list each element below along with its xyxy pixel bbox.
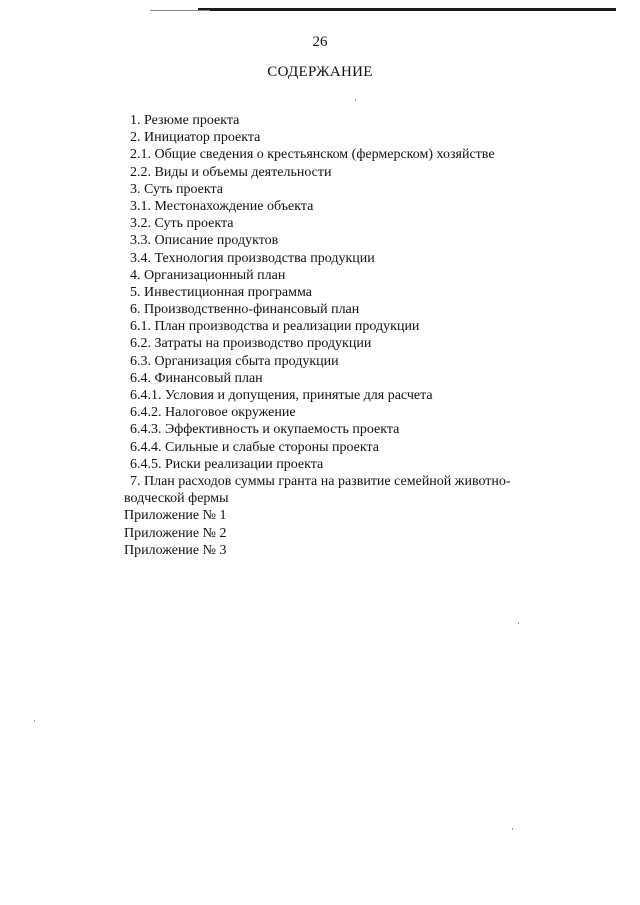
table-of-contents: [124, 112, 564, 559]
toc-item: 6. Производственно-финансовый план: [130, 302, 360, 318]
top-rule-tail: [150, 10, 210, 11]
toc-item-line: 7. План расходов суммы гранта на развитие семейной животно-: [130, 473, 511, 489]
toc-item: 6.4.4. Сильные и слабые стороны проекта: [130, 439, 380, 455]
page-number: 26: [312, 34, 328, 50]
toc-item: 2.1. Общие сведения о крестьянском (фермерском) хозяйстве: [130, 147, 495, 163]
toc-item: 1. Резюме проекта: [130, 113, 240, 128]
toc-item: 2. Инициатор проекта: [130, 130, 261, 146]
toc-item-continuation: водческой фермы: [124, 491, 229, 507]
toc-item: 6.3. Организация сбыта продукции: [130, 353, 339, 369]
toc-item: 5. Инвестиционная программа: [130, 284, 312, 300]
scan-speck: [512, 828, 513, 830]
top-rule-divider: [198, 8, 616, 11]
toc-item: 6.1. План производства и реализации продукции: [130, 319, 420, 335]
toc-item: 3.1. Местонахождение объекта: [130, 198, 314, 214]
appendix-item: Приложение № 2: [124, 525, 227, 541]
toc-item: 3. Суть проекта: [130, 181, 223, 197]
toc-item: 2.2. Виды и объемы деятельности: [130, 164, 332, 180]
toc-item: 3.4. Технология производства продукции: [130, 250, 375, 266]
toc-item: 6.4.3. Эффективность и окупаемость проекта: [130, 422, 400, 438]
toc-item: 6.4.5. Риски реализации проекта: [130, 456, 324, 472]
scan-speck: [34, 720, 35, 722]
toc-item: 6.4.2. Налоговое окружение: [130, 405, 296, 421]
toc-item: 3.3. Описание продуктов: [130, 233, 279, 249]
toc-item-multiline: [124, 473, 564, 507]
toc-item: 4. Организационный план: [130, 267, 286, 283]
scan-speck: [355, 99, 356, 101]
appendix-item: Приложение № 3: [124, 542, 227, 558]
toc-item: 6.4.1. Условия и допущения, принятые для расчета: [130, 388, 433, 403]
toc-item: 6.4. Финансовый план: [130, 370, 263, 386]
appendix-item: Приложение № 1: [124, 508, 227, 524]
toc-item: 6.2. Затраты на производство продукции: [130, 336, 372, 352]
page-title: СОДЕРЖАНИЕ: [267, 64, 373, 80]
toc-item: 3.2. Суть проекта: [130, 216, 234, 232]
scan-speck: [518, 622, 519, 624]
